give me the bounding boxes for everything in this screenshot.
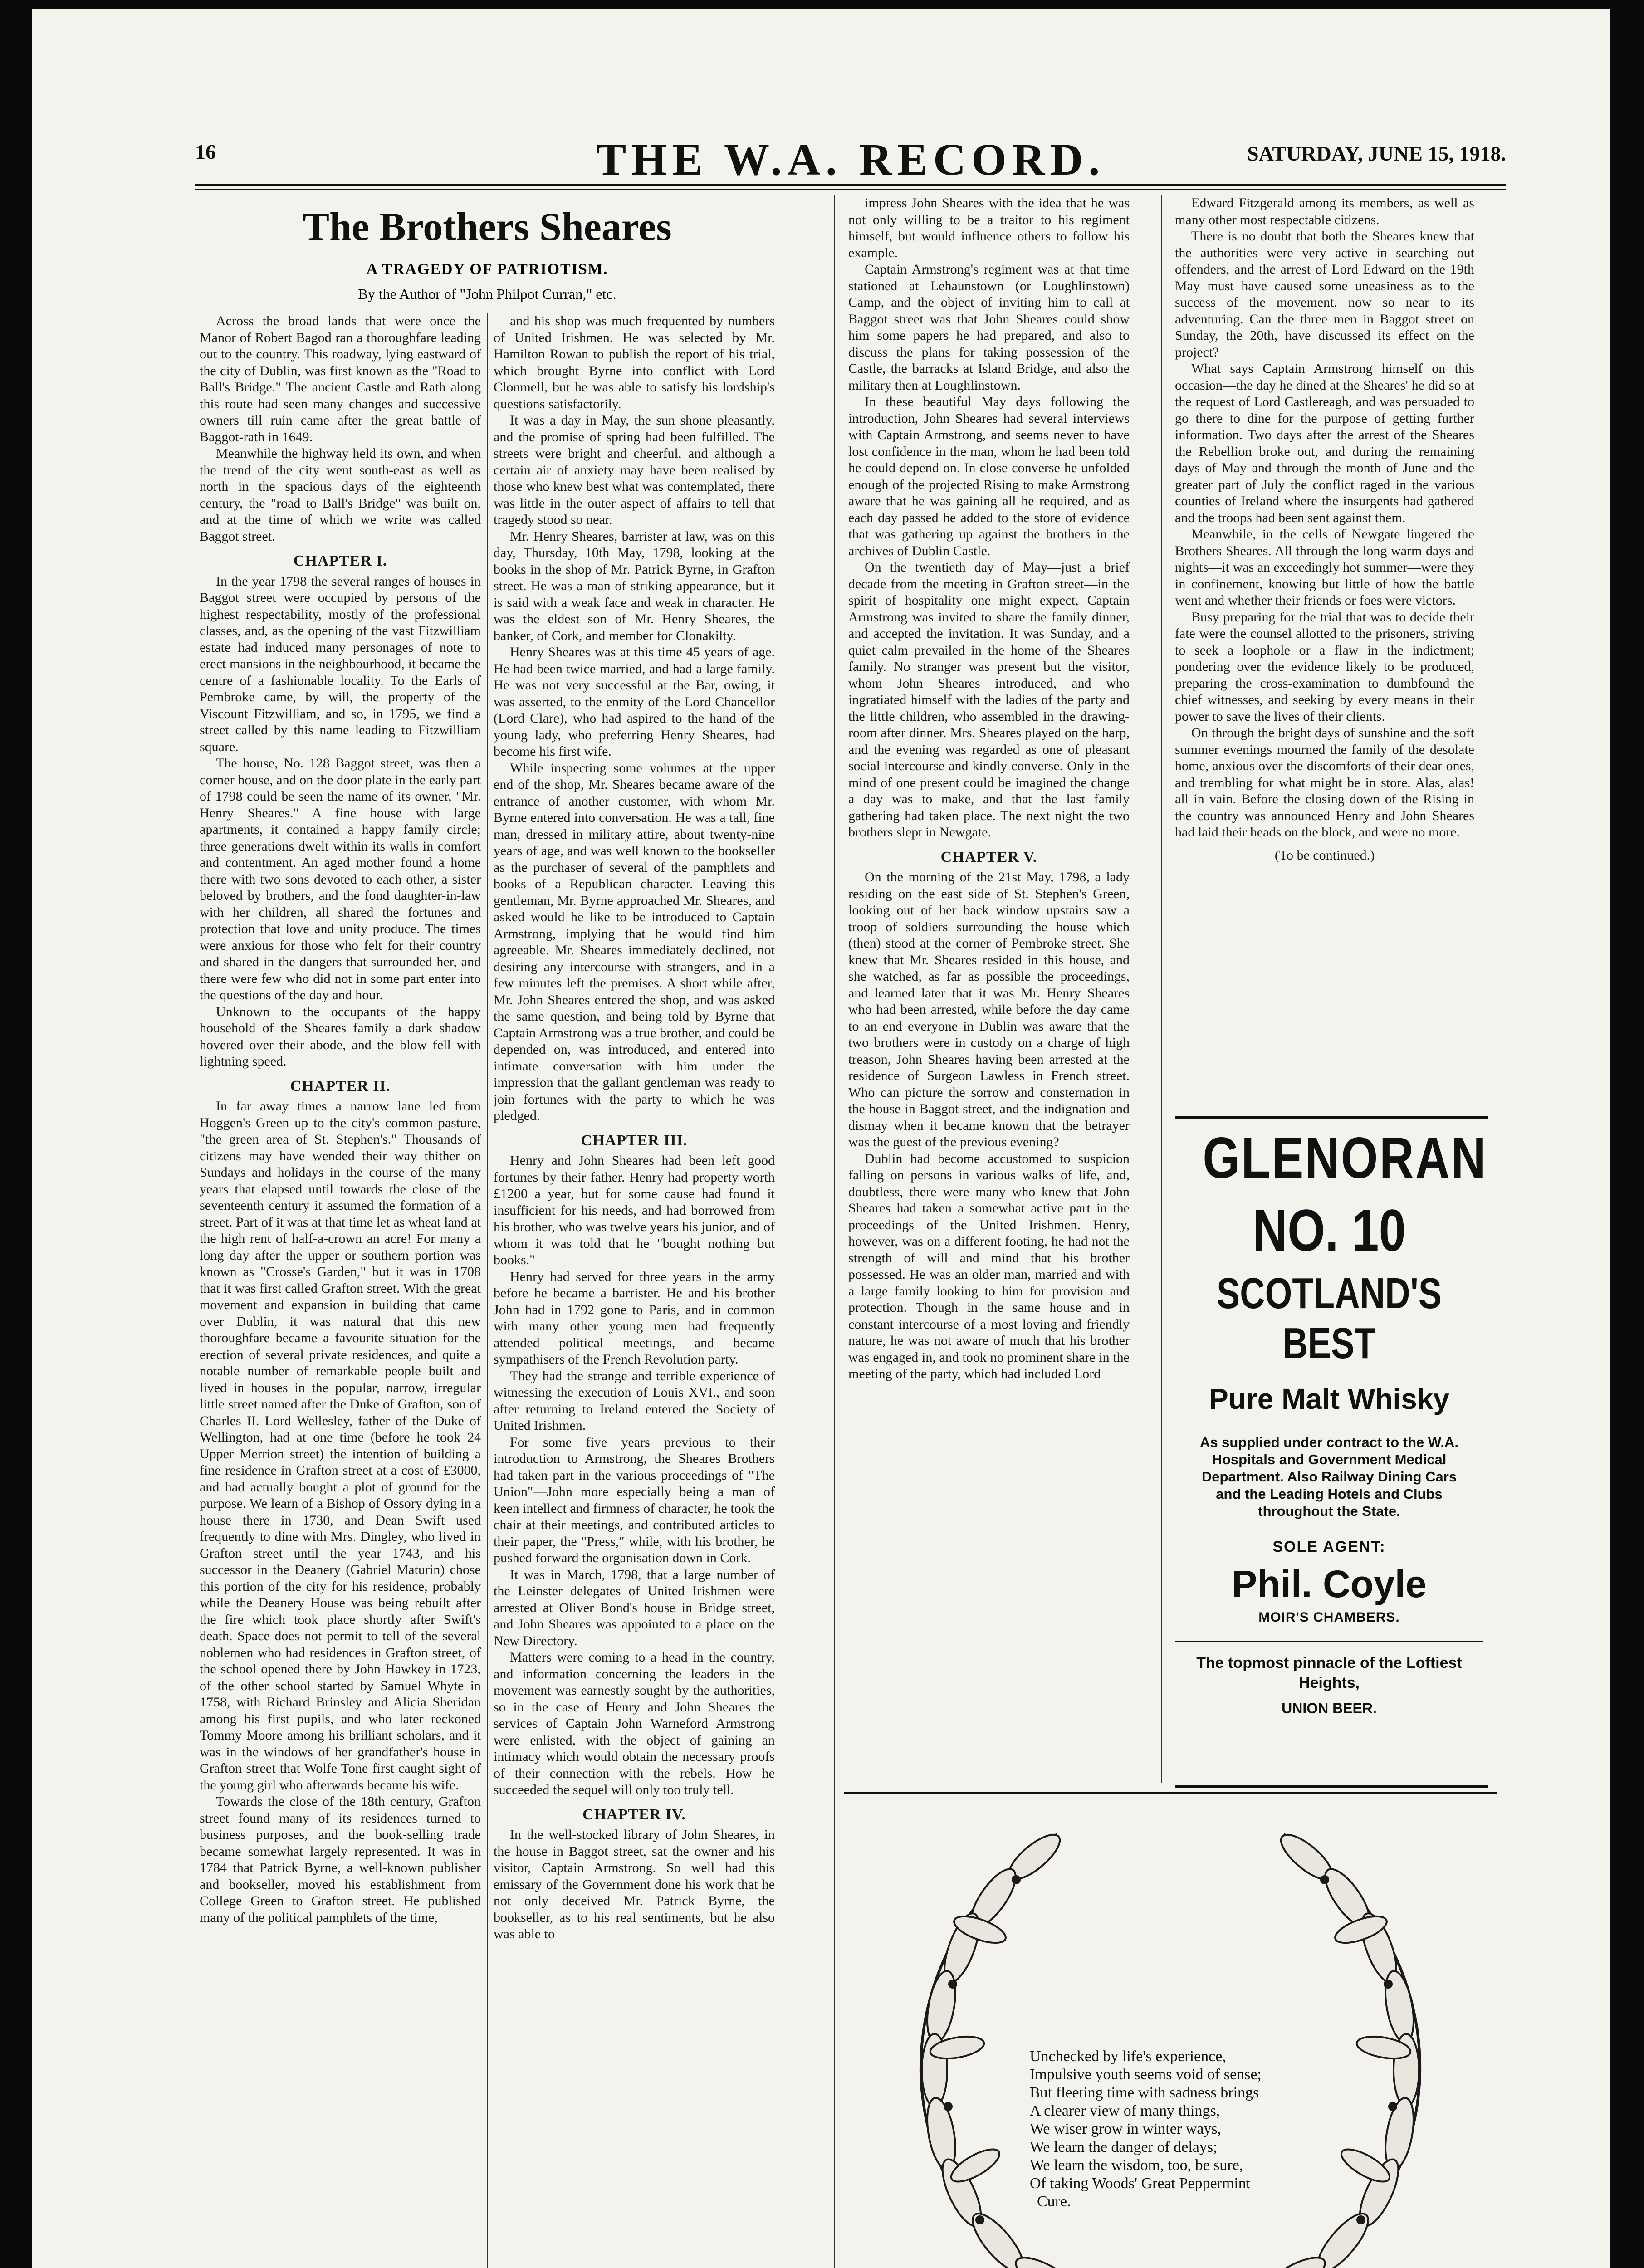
paragraph: and his shop was much frequented by numbers of United Irishmen. He was selected by Mr. Hamilton Rowan to publish the report of his trial, which brought Byrne into conflict with Lord Clonmell, but he was able to satisfy his lordship's questions satisfactorily. xyxy=(494,313,775,411)
poem-line: Unchecked by life's experience, xyxy=(1030,2048,1226,2065)
issue-date: SATURDAY, JUNE 15, 1918. xyxy=(1247,142,1506,165)
paragraph: In far away times a narrow lane led from Hoggen's Green up to the city's common pasture, "the green area of St. Stephen's." Thousands of citizens may have wended their way thither on Sundays and holidays in the course of the many years that elapsed until towards the close of the seventeenth century it assumed the formation of a street. Part of it was at that time let as wheat land at the high rent of half-a-crown an acre! For many a long day after the upper or southern portion was known as "Crosse's Garden," but it was in 1708 that it was first called Grafton street. With the great movement and expansion in building that came over Dublin, it was natural that this new thoroughfare became a favourite situation for the erection of several private residences, and quite a notable number of remarkable people built and lived in houses in the popular, narrow, irregular little street named after the Duke of Grafton, son of Charles II. Lord Wellesley, father of the Duke of Wellington, had at one time (before he took 24 Upper Merrion street) the intention of building a fine residence in Grafton street at a cost of £3000, and had actually bought a plot of ground for the purpose. We learn of a Bishop of Ossory dying in a house there in 1730, and Dean Swift used frequently to dine with Mrs. Dingley, who lived in Grafton street until the year 1743, and his successor in the Deanery (Gabriel Maturin) chose this portion of the city for his residence, probably while the Deanery House was being rebuilt after the fire which took place shortly after Swift's death. Space does not permit to tell of the several noblemen who had residences in Grafton street, of the school opened there by John Hawkey in 1723, of the other school started by Samuel Whyte in 1758, with Richard Brinsley and Alicia Sheridan among his first pupils, and who later reckoned Tommy Moore among his brilliant scholars, and it was in the windows of her grandfather's house in Grafton street that Wolfe Tone first caught sight of the young girl who afterwards became his wife. xyxy=(200,1099,481,1793)
paragraph: On the twentieth day of May—just a brief decade from the meeting in Grafton street—in the spirit of hospitality one might expect, Captain Armstrong was invited to share the family dinner, and accepted the invitation. It was Sunday, and a quiet calm prevailed in the home of the Sheares family. No stranger was present but the visitor, whom John Sheares introduced, and who ingratiated himself with the ladies of the party and the little children, who assembled in the drawing-room after dinner. Mrs. Sheares played on the harp, and the evening was regarded as one of pleasant social intercourse and kindly converse. Only in the mind of one present could be imagined the change a day was to make, and that the last family gathering had taken place. The next night the two brothers slept in Newgate. xyxy=(848,560,1130,840)
advert-tagline: SCOTLAND'S BEST xyxy=(1216,1269,1442,1368)
chapter-heading: CHAPTER II. xyxy=(290,1077,391,1095)
chapter-heading: CHAPTER I. xyxy=(293,552,387,569)
paragraph: Meanwhile, in the cells of Newgate lingered the Brothers Sheares. All through the long warm days and nights—it was an exceedingly hot summer—were they in confinement, knowing but little of how the battle went and whether their friends or foes were victors. xyxy=(1175,527,1474,608)
paragraph: Henry Sheares was at this time 45 years of age. He had been twice married, and had a large family. He was not very successful at the Bar, owing, it was asserted, to the enmity of the Lord Chancellor (Lord Clare), who had aspired to the hand of the young lady, who preferring Henry Sheares, had become his first wife. xyxy=(494,645,775,759)
paragraph: On the morning of the 21st May, 1798, a lady residing on the east side of St. Stephen's Green, looking out of her back window upstairs saw a troop of soldiers surrounding the house which (then) stood at the corner of Pembroke street. She knew that Mr. Sheares resided in this house, and she watched, as far as possible the proceedings, and learned later that it was Mr. Henry Sheares who had been arrested, while before the day came to an end everyone in Dublin was aware that the two brothers were in custody on a charge of high treason, John Sheares having been arrested at the residence of Surgeon Lawless in French street. Who can picture the sorrow and consternation in the house in Baggot street, and the indignation and dismay when it became known that the betrayer was the guest of the previous evening? xyxy=(848,870,1130,1149)
peppermint-poem xyxy=(1030,2048,1302,2211)
paragraph: Henry had served for three years in the army before he became a barrister. He and his brother John had in 1792 gone to Paris, and in common with many other young men had frequently attended political meetings, and became sympathisers of the French Revolution party. xyxy=(494,1269,775,1367)
paragraph: It was a day in May, the sun shone pleasantly, and the promise of spring had been fulfilled. The streets were bright and cheerful, and although a certain air of anxiety may have been realised by those who knew best what was contemplated, there was little in the outer aspect of affairs to tell that tragedy stood so near. xyxy=(494,413,775,527)
paragraph: Mr. Henry Sheares, barrister at law, was on this day, Thursday, 10th May, 1798, looking at the books in the shop of Mr. Patrick Byrne, in Grafton street. He was a man of striking appearance, but it is said with a weak face and weak in character. He was the eldest son of Mr. Henry Sheares, the banker, of Cork, and member for Clonakilty. xyxy=(494,528,775,643)
paragraph: Meanwhile the highway held its own, and when the trend of the city went south-east as well as north in the spacious days of the eighteenth century, the "road to Ball's Bridge" was built on, and at the time of which we write was called Baggot street. xyxy=(200,446,481,544)
chapter-heading: CHAPTER IV. xyxy=(582,1806,686,1823)
paper-title: THE W.A. RECORD. xyxy=(596,134,1106,185)
paragraph: There is no doubt that both the Sheares knew that the authorities were very active in searching out offenders, and the arrest of Lord Edward on the 19th May must have caused some uneasiness as to the success of the movement, now so near to its adventuring. Can the three men in Baggot street on Sunday, the 20th, have discussed its effect on the project? xyxy=(1175,229,1474,360)
paragraph: The house, No. 128 Baggot street, was then a corner house, and on the door plate in the early part of 1798 could be seen the name of its owner, "Mr. Henry Sheares." A fine house with large apartments, it contained a happy family circle; three generations dwelt within its walls in comfort and contentment. An aged mother found a home there with two sons devoted to each other, a sister beloved by brothers, and the fond daughter-in-law with her children, all shared the fortunes and protection that love and unity produce. The times were anxious for those who felt for their country and shared in the dangers that surrounded her, and there were few who did not in some part enter into the questions of the day and hour. xyxy=(200,756,481,1002)
whisky-advert xyxy=(1175,1120,1487,1783)
advert-product: Pure Malt Whisky xyxy=(1209,1383,1449,1415)
advert-number: NO. 10 xyxy=(1253,1197,1406,1263)
paragraph: They had the strange and terrible experience of witnessing the execution of Louis XVI., and soon after returning to Ireland entered the Society of United Irishmen. xyxy=(494,1368,775,1433)
masthead xyxy=(195,134,1506,185)
paragraph: Henry and John Sheares had been left good fortunes by their father. Henry had property worth £1200 a year, but for some cause had found it insufficient for his needs, and had borrowed from his brother, who was twelve years his junior, and of whom it was told that he "bought nothing but books." xyxy=(494,1153,775,1267)
article-column-1 xyxy=(200,313,481,2268)
paragraph: Dublin had become accustomed to suspicion falling on persons in various walks of life, and, doubtless, there were many who knew that John Sheares had taken a somewhat active part in the proceedings of the United Irishmen. Henry, however, was on a different footing, he had not the strength of will and mind that his brother possessed. He was an older man, married and with a large family looking to him for provision and protection. Though in the same house and in constant intercourse of a most loving and friendly nature, he was not aware of much that his brother was engaged in, and took no prominent share in the meeting of the party, which had included Lord xyxy=(848,1151,1130,1381)
paragraph: Captain Armstrong's regiment was at that time stationed at Lehaunstown (or Loughlinstown) Camp, and the object of inviting him to call at Baggot street was that John Sheares could show him some papers he had prepared, and also to discuss the plans for taking possession of the Castle, the barracks at Island Bridge, and also the military then at Loughlinstown. xyxy=(848,262,1130,393)
paragraph: What says Captain Armstrong himself on this occasion—the day he dined at the Sheares' he did so at the request of Lord Castlereagh, and was persuaded to go there to dine for the purpose of getting further information. Two days after the arrest of the Sheares the Rebellion broke out, and during the remaining days of May and through the month of June and the greater part of July the conflict raged in the various counties of Ireland where the insurgents had gathered and the troops had been sent against them. xyxy=(1175,361,1474,525)
page-number: 16 xyxy=(195,140,216,163)
advert-agent-name: Phil. Coyle xyxy=(1232,1563,1427,1605)
masthead-rule xyxy=(195,184,1506,190)
column-rule xyxy=(834,195,835,2268)
advert-brand: GLENORAN xyxy=(1203,1126,1487,1191)
paragraph: Towards the close of the 18th century, Grafton street found many of its residences turned to business purposes, and the book-selling trade became somewhat largely represented. It was in 1784 that Patrick Byrne, a well-known publisher and bookseller, moved his establishment from College Green to Grafton street. He published many of the political pamphlets of the time, xyxy=(200,1794,481,1925)
paragraph: It was in March, 1798, that a large number of the Leinster delegates of United Irishmen were arrested at Oliver Bond's house in Bridge street, and John Sheares was appointed to a place on the New Directory. xyxy=(494,1567,775,1648)
advert-divider xyxy=(1175,1641,1483,1642)
paragraph: For some five years previous to their introduction to Armstrong, the Sheares Brothers had taken part in the various proceedings of "The Union"—John more especially being a man of keen intellect and firmness of character, he took the chair at their meetings, and contributed articles to their paper, the "Press," while, with his brother, he pushed forward the organisation down in Cork. xyxy=(494,1434,775,1565)
poem-line: Of taking Woods' Great Peppermint xyxy=(1030,2175,1251,2192)
advert-agent-label: SOLE AGENT: xyxy=(1272,1538,1386,1555)
paragraph: impress John Sheares with the idea that he was not only willing to be a traitor to his regiment himself, but would influence others to follow his example. xyxy=(848,196,1130,260)
paragraph: While inspecting some volumes at the upper end of the shop, Mr. Sheares became aware of the entrance of another customer, with whom Mr. Byrne entered into conversation. He was a tall, fine man, dressed in military attire, about twenty-nine years of age, and was well known to the bookseller as the purchaser of several of the pamphlets and books of a Republican character. Leaving this gentleman, Mr. Byrne approached Mr. Sheares, and asked would he like to be introduced to Captain Armstrong, implying that he would find him agreeable. Mr. Sheares immediately declined, not desiring any intercourse with strangers, and in a few minutes left the premises. A short while after, Mr. John Sheares entered the shop, and was asked the same question, and being told by Byrne that Captain Armstrong was a true brother, and could be depended on, was introduced, and entered into intimate conversation with him under the impression that the gallant gentleman was ready to join fortunes with the party to which he was pledged. xyxy=(494,760,775,1123)
paragraph: Matters were coming to a head in the country, and information concerning the leaders in the movement was earnestly sought by the authorities, so in the case of Henry and John Sheares the services of Captain John Warneford Armstrong were enlisted, with the object of gaining an intimacy which would obtain the necessary proofs of their connection with the rebels. How he succeeded the sequel will only too truly tell. xyxy=(494,1650,775,1797)
paragraph: Across the broad lands that were once the Manor of Robert Bagod ran a thoroughfare leading out to the country. This roadway, lying eastward of the city of Dublin, was first known as the "Road to Ball's Bridge." The ancient Castle and Rath along this route had seen many changes and successive owners till ruin came after the great battle of Baggot-rath in 1649. xyxy=(200,313,481,445)
paragraph: In these beautiful May days following the introduction, John Sheares had several interviews with Captain Armstrong, and seems never to have lost confidence in the man, whom he had been told he could depend on. In close converse he unfolded enough of the projected Rising to make Armstrong aware that he was gaining all he required, and as each day passed he added to the store of evidence that was gathering up against the brothers in the archives of Dublin Castle. xyxy=(848,394,1130,558)
paragraph: In the well-stocked library of John Sheares, in the house in Baggot street, sat the owner and his visitor, Captain Armstrong. So well had this emissary of the Government done his work that he not only deceived Mr. Patrick Byrne, the bookseller, as to his real sentiments, but he also was able to xyxy=(494,1827,775,1941)
article-column-2 xyxy=(494,313,775,2268)
peppermint-cure-advert xyxy=(844,1792,1497,2268)
article-column-4 xyxy=(1175,195,1474,993)
paragraph: Unknown to the occupants of the happy household of the Sheares family a dark shadow hovered over their abode, and the blow fell with lightning speed. xyxy=(200,1004,481,1069)
poem-line: We learn the danger of delays; xyxy=(1030,2139,1218,2156)
advert-agent-address: MOIR'S CHAMBERS. xyxy=(1258,1610,1400,1625)
poem-line: A clearer view of many things, xyxy=(1030,2102,1220,2119)
advert-slogan: The topmost pinnacle of the Loftiest Heights, xyxy=(1196,1654,1462,1691)
poem-line: We learn the wisdom, too, be sure, xyxy=(1030,2157,1243,2174)
paragraph: Edward Fitzgerald among its members, as well as many other most respectable citizens. xyxy=(1175,196,1474,227)
chapter-heading: CHAPTER III. xyxy=(581,1132,688,1149)
poem-line: But fleeting time with sadness brings xyxy=(1030,2084,1259,2101)
story-byline: By the Author of "John Philpot Curran," etc. xyxy=(358,286,616,302)
story-title: The Brothers Sheares xyxy=(303,205,672,249)
story-subtitle: A TRAGEDY OF PATRIOTISM. xyxy=(366,261,608,278)
article-column-3 xyxy=(848,195,1130,1746)
column-rule xyxy=(1161,195,1162,1783)
chapter-heading: CHAPTER V. xyxy=(940,848,1037,865)
paragraph: On through the bright days of sunshine and the soft summer evenings mourned the family of the desolate home, anxious over the discomforts of their dear ones, and trembling for what might be in store. Alas, alas! all in vain. Before the closing down of the Rising in the country was announced Henry and John Sheares had laid their heads on the block, and were no more. xyxy=(1175,725,1474,840)
advert-supply-note: As supplied under contract to the W.A. Hospitals and Government Medical Department. Also Railway Dining Cars and the Leading Hotels and Clubs throughout the State. xyxy=(1199,1434,1459,1519)
poem-line: We wiser grow in winter ways, xyxy=(1030,2121,1222,2137)
paragraph: Busy preparing for the trial that was to decide their fate were the counsel allotted to the prisoners, striving to seek a loophole or a flaw in the indictment; pondering over the evidence likely to be produced, preparing the cross-examination to dumbfound the chief witnesses, and seeking by every means in their power to save the lives of their clients. xyxy=(1175,609,1474,724)
column-rule xyxy=(487,313,488,2268)
advert-beer: UNION BEER. xyxy=(1282,1700,1377,1716)
paragraph: In the year 1798 the several ranges of houses in Baggot street were occupied by persons of the highest respectability, mostly of the professional classes, and, as the opening of the vast Fitzwilliam estate had induced many personages of note to erect mansions in the neighbourhood, it became the centre of a fashionable locality. To the Earls of Pembroke came, by will, the property of the Viscount Fitzwilliam, and so, in 1795, we find a street called by this name leading to Fitzwilliam square. xyxy=(200,573,481,754)
poem-line: Impulsive youth seems void of sense; xyxy=(1030,2066,1262,2083)
poem-line: Cure. xyxy=(1037,2193,1071,2210)
to-be-continued: (To be continued.) xyxy=(1274,847,1375,863)
